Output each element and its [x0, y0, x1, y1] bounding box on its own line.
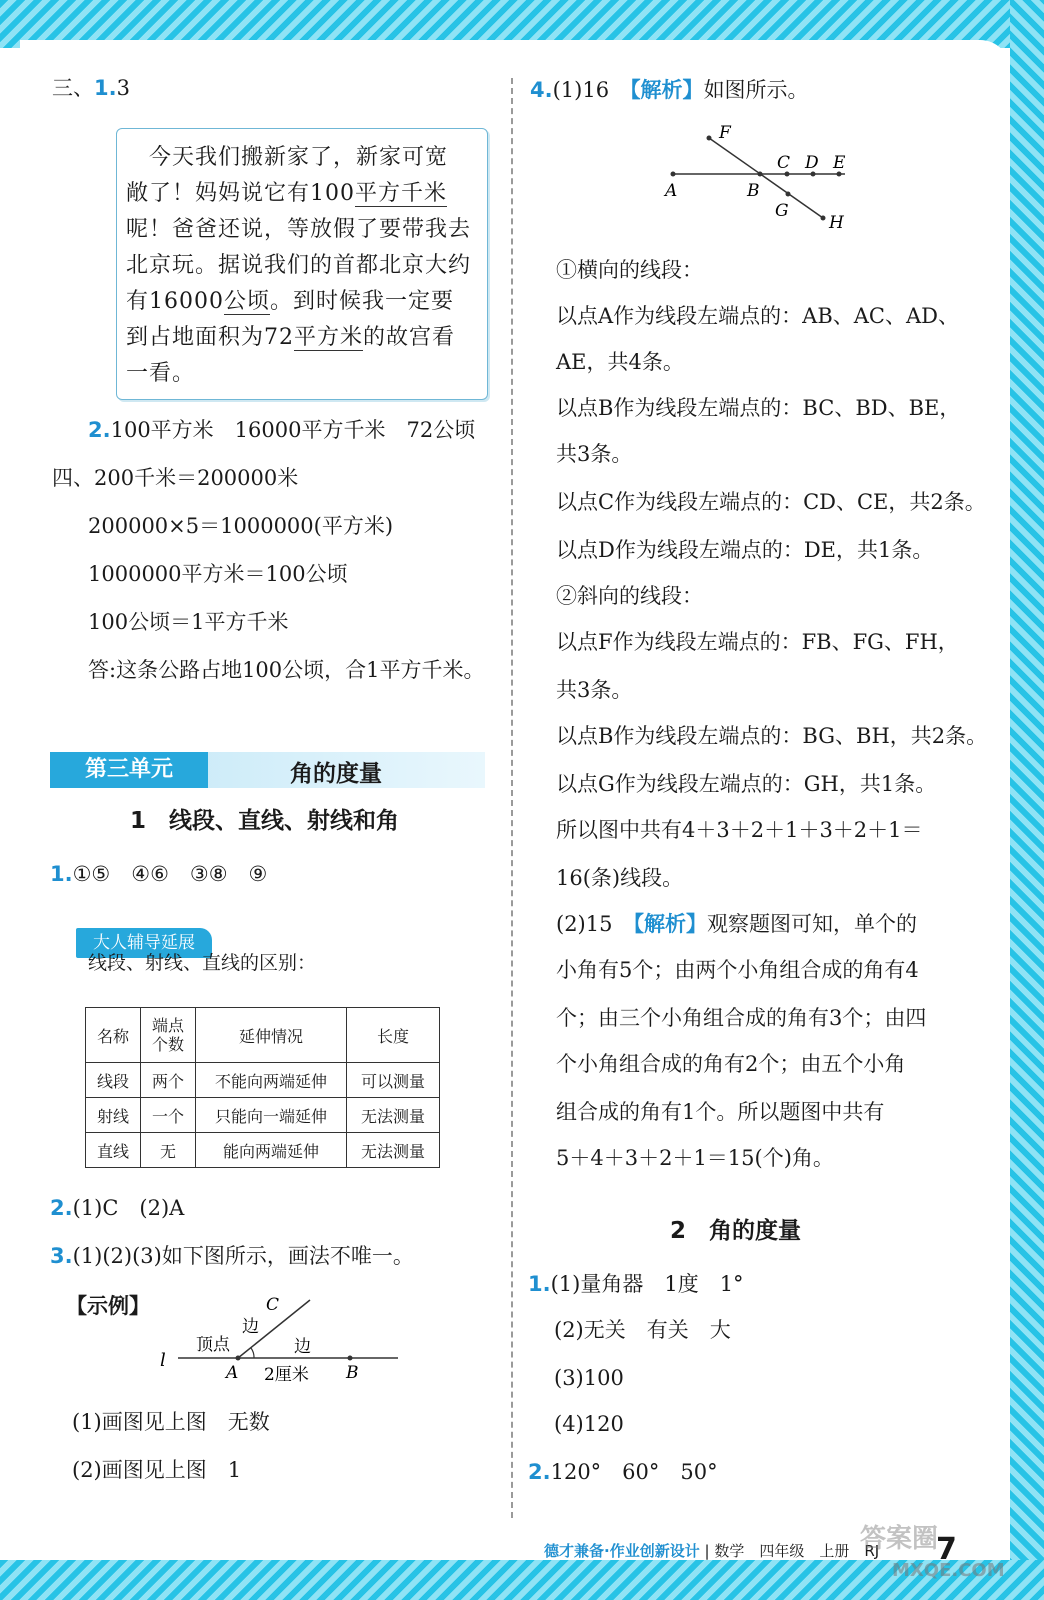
- table-cell: 无: [141, 1133, 196, 1168]
- label-d: D: [805, 153, 819, 173]
- explain-line: 以点F作为线段左端点的：FB、FG、FH，: [556, 630, 959, 654]
- label-a: A: [665, 181, 678, 201]
- label-f: F: [719, 123, 731, 143]
- lesson-title: 1 线段、直线、射线和角: [130, 808, 400, 834]
- table-cell: 不能向两端延伸: [196, 1063, 347, 1098]
- answer-line: (4)120: [554, 1412, 624, 1436]
- label-g: G: [775, 201, 789, 221]
- explain-line: 所以图中共有4＋3＋2＋1＋3＋2＋1＝: [556, 818, 923, 842]
- comparison-table: [85, 1007, 440, 1168]
- explain-line: ②斜向的线段：: [556, 584, 703, 608]
- answer-line: (3)100: [554, 1366, 624, 1390]
- explain-line: 以点B作为线段左端点的：BG、BH，共2条。: [556, 724, 988, 748]
- explain-line: ①横向的线段：: [556, 258, 703, 282]
- table-cell: 无法测量: [347, 1133, 440, 1168]
- section-label: 三、: [52, 76, 94, 100]
- answer-a1: 1.(1)量角器 1度 1°: [528, 1272, 744, 1296]
- point-b: [758, 172, 763, 177]
- table-row: [86, 1098, 440, 1133]
- answer-4: 4.(1)16 【解析】如图所示。: [530, 78, 809, 102]
- answer-a2: 2.120° 60° 50°: [528, 1460, 718, 1484]
- table-cell: 只能向一端延伸: [196, 1098, 347, 1133]
- table-cell: 线段: [86, 1063, 141, 1098]
- story-line: 敞了！妈妈说它有100平方千米: [126, 181, 448, 206]
- table-row: [86, 1133, 440, 1168]
- explain-line: AE，共4条。: [556, 350, 684, 374]
- label-h: H: [829, 213, 844, 233]
- column-divider: [511, 78, 513, 1518]
- watermark-logo: 答案圈: [860, 1524, 939, 1554]
- tip-intro: 线段、射线、直线的区别：: [88, 952, 317, 974]
- point-f: [707, 136, 712, 141]
- table-cell: 一个: [141, 1098, 196, 1133]
- calc-line: 100公顷＝1平方千米: [88, 610, 289, 634]
- point-a: [236, 1356, 241, 1361]
- decorative-right-border: [1010, 0, 1044, 1600]
- label-a: A: [226, 1363, 239, 1383]
- footer-subject: 数学 四年级 上册 RJ: [714, 1542, 880, 1560]
- story-line: 今天我们搬新家了，新家可宽: [126, 145, 449, 170]
- calc-line: 200000×5＝1000000(平方米): [88, 514, 394, 538]
- label-b: B: [346, 1363, 359, 1383]
- label-c: C: [266, 1295, 280, 1315]
- answer-line: (2)画图见上图 1: [72, 1458, 242, 1482]
- table-cell: 无法测量: [347, 1098, 440, 1133]
- point-a: [671, 172, 676, 177]
- story-line: 北京玩。据说我们的首都北京大约: [126, 253, 472, 278]
- footer-brand: 德才兼备·作业创新设计: [544, 1542, 700, 1560]
- table-cell: 能向两端延伸: [196, 1133, 347, 1168]
- table-row: [86, 1063, 440, 1098]
- unit-title: 角的度量: [290, 761, 382, 787]
- label-l: l: [160, 1350, 166, 1371]
- answer-u2: 2.(1)C (2)A: [50, 1196, 185, 1220]
- label-edge: 边: [242, 1317, 259, 1337]
- story-line: 到占地面积为72平方米的故宫看: [126, 325, 456, 350]
- tip-tag: 大人辅导延展: [76, 928, 212, 958]
- angle-figure: [150, 1290, 410, 1400]
- explain-line: 以点G作为线段左端点的：GH，共1条。: [556, 772, 937, 796]
- answer-4-part2: (2)15 【解析】观察题图可知，单个的: [556, 912, 917, 936]
- answer-line: 答:这条公路占地100公顷，合1平方千米。: [88, 658, 485, 682]
- explain-line: 以点B作为线段左端点的：BC、BD、BE，: [556, 396, 961, 420]
- story-line: 呢！爸爸还说，等放假了要带我去: [126, 217, 472, 242]
- answer-line: (2)无关 有关 大: [554, 1318, 731, 1342]
- explain-line: 以点C作为线段左端点的：CD、CE，共2条。: [556, 490, 986, 514]
- story-line: 一看。: [126, 361, 196, 386]
- answer-u3: 3.(1)(2)(3)如下图所示，画法不唯一。: [50, 1244, 414, 1268]
- lesson-title: 2 角的度量: [670, 1218, 802, 1244]
- table-cell: 可以测量: [347, 1063, 440, 1098]
- point-g: [786, 192, 791, 197]
- table-header: 延伸情况: [196, 1008, 347, 1063]
- footer: [544, 1540, 879, 1561]
- table-header: 名称: [86, 1008, 141, 1063]
- decorative-bottom-border: [0, 1560, 1044, 1600]
- explain-line: 共3条。: [556, 442, 633, 466]
- explain-line: 16(条)线段。: [556, 866, 684, 890]
- explain-line: 共3条。: [556, 678, 633, 702]
- explain-line: 以点D作为线段左端点的：DE，共1条。: [556, 538, 934, 562]
- label-edge: 边: [294, 1337, 311, 1357]
- point-b: [348, 1356, 353, 1361]
- table-header-row: [86, 1008, 440, 1063]
- answer-text: 3: [116, 76, 130, 100]
- explain-line: 个小角组合成的角有2个；由五个小角: [556, 1052, 906, 1076]
- label-b: B: [747, 181, 760, 201]
- table-header: 端点 个数: [141, 1008, 196, 1063]
- table-cell: 两个: [141, 1063, 196, 1098]
- explain-line: 以点A作为线段左端点的：AB、AC、AD、: [556, 304, 959, 328]
- table-cell: 射线: [86, 1098, 141, 1133]
- section-four-line: 四、200千米＝200000米: [52, 466, 299, 490]
- answer-line: (1)画图见上图 无数: [72, 1410, 270, 1434]
- calc-line: 1000000平方米＝100公顷: [88, 562, 348, 586]
- explain-line: 5＋4＋3＋2＋1＝15(个)角。: [556, 1146, 834, 1170]
- section-three-answer: [52, 76, 130, 101]
- table-cell: 直线: [86, 1133, 141, 1168]
- table-header: 长度: [347, 1008, 440, 1063]
- label-c: C: [777, 153, 791, 173]
- segment-figure: [655, 118, 855, 238]
- unit-tag: 第三单元: [50, 752, 208, 788]
- angle-arc: [251, 1348, 254, 1358]
- explain-line: 小角有5个；由两个小角组合成的角有4: [556, 958, 919, 982]
- question-number: 1.: [94, 76, 117, 100]
- point-h: [821, 216, 826, 221]
- watermark-url: MXQE.COM: [892, 1560, 1005, 1581]
- label-length: 2厘米: [264, 1365, 309, 1385]
- answer-2: 2.100平方米 16000平方千米 72公顷: [88, 418, 476, 442]
- story-line: 有16000公顷。到时候我一定要: [126, 289, 455, 314]
- footer-separator: |: [704, 1542, 710, 1560]
- slanted-line: [709, 138, 823, 218]
- explain-line: 个；由三个小角组合成的角有3个；由四: [556, 1006, 927, 1030]
- label-e: E: [833, 153, 846, 173]
- example-label: 【示例】: [66, 1294, 150, 1318]
- explain-line: 组合成的角有1个。所以题图中共有: [556, 1100, 885, 1124]
- label-vertex: 顶点: [196, 1335, 230, 1355]
- page-number: 7: [936, 1532, 957, 1567]
- answer-u1: 1.①⑤ ④⑥ ③⑧ ⑨: [50, 862, 268, 886]
